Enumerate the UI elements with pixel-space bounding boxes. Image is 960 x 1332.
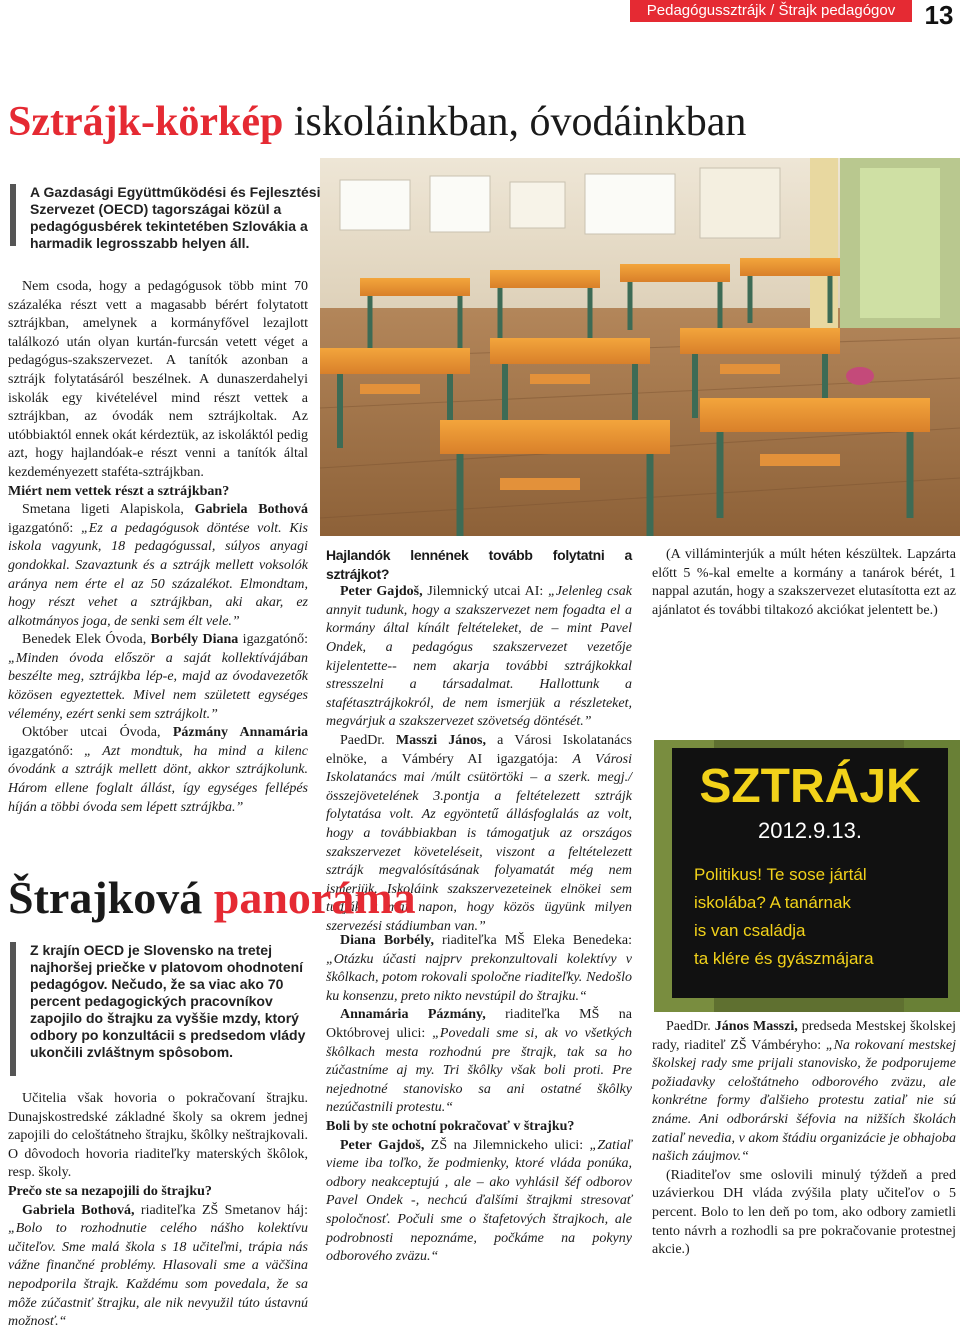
hu-question-1: Miért nem vettek részt a sztrájkban?	[8, 483, 230, 499]
sk-p4-name: Annamária Pázmány,	[340, 1007, 486, 1023]
sk-paragraph-2	[8, 1202, 308, 1332]
sk-p6-quote: „Na rokovaní mestskej školskej rady sme prijali stanovisko, že podporujeme požiadavky celoštátneho odborového zväzu, ale konkrétne formy ďalšieho protestu zatiaľ nie sú známe. Ani odborárski šéfovia na nižších školách zatiaľ nevedia, v akom štádiu organizácie je obhajoba našich záujmov.“	[652, 1037, 956, 1165]
sk-lead: Z krajín OECD je Slovensko na tretej najhoršej priečke v platovom ohodnotení pedagógov. Nečudo, že sa viac ako 70 percent pedagogických pracovníkov zapojilo do štrajku za vyššie mzdy, ktorý odbory po konzultácii s predsedom vlády ukončili zvláštnym spôsobom.	[10, 942, 326, 1076]
sk-paragraph-3	[326, 932, 632, 1006]
hu-p4-quote: „ Azt mondtuk, ha mind a kilenc óvodánk a sztrájk mellett dönt, akkor sztrájkolunk. Három ellene foglalt állást, így egységes fellépés híján a többi óvoda sem lépett sztrájkba.”	[8, 743, 308, 815]
page-header	[0, 0, 960, 30]
page-number: 13	[924, 0, 954, 30]
hu-p6-name: Masszi János,	[395, 732, 487, 748]
sk-headline	[8, 868, 628, 928]
hu-p3-quote: „Minden óvoda először a saját kollektívájában beszélte meg, sztrájkba lép-e, majd az óvodavezetők közösen egyeztettek. Mivel nem született egységes vélemény, ezért senki sem sztrájkolt.”	[8, 650, 308, 722]
hu-p6-title: PaedDr.	[340, 732, 396, 748]
hu-paragraph-4	[8, 724, 308, 817]
hu-column-3	[652, 546, 956, 716]
hu-column-1	[8, 278, 308, 817]
sign-line-3: is van családja	[694, 921, 806, 940]
hu-p2-role: igazgatónő:	[8, 520, 81, 536]
hu-paragraph-2	[8, 501, 308, 631]
hu-p4-role: igazgatónő:	[8, 743, 85, 759]
sk-p2-quote: „Bolo to rozhodnutie celého nášho kolektívu učiteľov. Sme malá škola s 18 učiteľmi, trápia nás vážne finančné problémy. Hlasovali sme a väčšina nepodporila štrajk. Každému som povedala, že sa môže zúčastniť štrajku, ale nik nevyužil túto ústavnú možnosť.“	[8, 1221, 308, 1330]
sign-line-1: Politikus! Te sose jártál	[694, 865, 867, 884]
hu-headline-black: iskoláinkban, óvodáinkban	[293, 99, 747, 145]
sk-question-1: Prečo ste sa nezapojili do štrajku?	[8, 1183, 212, 1199]
hu-p4-name: Pázmány Annamária	[172, 725, 308, 741]
hu-p5-quote: „Jelenleg csak annyit tudunk, hogy a szakszervezet nem fogadta el a kormány által kínált feltételeket, de – mint Pavel Ondek, a pedagógus szakszervezet vezetője kijelentette-- nem akarja további sztrájkokkal stresszelni a társadalmat. Hallottunk a stafétasztrájkokról, de nem ismerjük a részleteket, megvárjuk a szakszervezet szövetség döntését.”	[326, 584, 633, 730]
sign-line-2: iskolába? A tanárnak	[694, 893, 851, 912]
hu-p3-role: igazgatónő:	[238, 632, 308, 648]
sign-title: SZTRÁJK	[699, 760, 921, 813]
hu-lead: A Gazdasági Együttműködési és Fejlesztési Szervezet (OECD) tagországai közül a pedagógusbérek tekintetében Szlovákia a harmadik legrosszabb helyen áll.	[10, 184, 324, 246]
hu-p2-school: Smetana ligeti Alapiskola,	[22, 502, 195, 518]
strike-sign-photo	[654, 740, 960, 1012]
sk-p5-name: Peter Gajdoš,	[340, 1137, 425, 1153]
hu-paragraph-7: (A villáminterjúk a múlt héten készültek. Lapzárta előtt 5 %-kal emelte a kormány a tanárok bérét, 1 nappal azután, hogy a szakszervezet elutasította ezt az ajánlatot és további tiltakozó akciókat jelentett be.)	[652, 547, 956, 618]
sk-paragraph-5	[326, 1137, 632, 1267]
section-label: Pedagógussztrájk / Štrajk pedagógov	[630, 0, 912, 22]
sk-question-2: Boli by ste ochotní pokračovať v štrajku?	[326, 1118, 575, 1134]
hu-paragraph-3	[8, 631, 308, 724]
sk-paragraph-6	[652, 1018, 956, 1167]
hu-headline	[8, 96, 958, 148]
sign-date: 2012.9.13.	[758, 818, 862, 843]
sk-p3-name: Diana Borbély,	[340, 933, 434, 948]
sk-p3-role: riaditeľka MŠ Eleka Benedeka:	[434, 933, 632, 948]
sk-p5-role: ZŠ na Jilemnickeho ulici:	[424, 1137, 590, 1153]
sk-p4-quote: „Povedali sme si, ak vo všetkých škôlkach mesta rozhodnú pre štrajk, tak sa ho zúčastníme aj my. Tri škôlky však boli proti. Pre nejednotné stanovisko sa ani ostatné škôlky nezúčastnili protestu.“	[326, 1025, 632, 1116]
sk-column-3	[652, 1018, 956, 1300]
hu-p3-name: Borbély Diana	[150, 632, 239, 648]
hu-p6-quote: A Városi Iskolatanács mai /múlt csütörtöki – a szerk. megj./ összejövetelének 3.pontja a feltételezett sztrájk folytatása volt. Az egyöntetű állásfoglalás az volt, hogy a továbbiakban is támogatjuk az országos szakszervezet követeléseit, viszont a feltételezett sztrájk megvalósításának folyamatát még nem ismerjük. Iskoláink szakszervezeteinek elnökei sem tudják a mai napon, hogy közös ügyünk milyen szervezési stádiumban van.”	[326, 751, 632, 934]
hu-paragraph-5	[326, 583, 632, 732]
sk-p3-quote: „Otázku účasti najprv prekonzultovali kolektívy v škôlkach, potom rokovali spoločne riaditeľky. Nedošlo ku konsenzu, preto nikto nevstúpil do štrajku.“	[326, 951, 632, 1004]
hu-p5-name: Peter Gajdoš,	[340, 584, 423, 600]
hu-p6-role: a Városi Iskolatanács elnöke, a Vámbéry AI igazgatója:	[326, 732, 633, 767]
classroom-photo	[320, 158, 960, 536]
sk-headline-black: Štrajková	[8, 872, 203, 923]
sk-paragraph-1: Učitelia však hovoria o pokračovaní štrajku. Dunajskostredské základné školy sa okrem jednej zapojili do celoštátneho štrajku, škôlky neštrajkovali. O dôvodoch hovoria riaditeľky materských škôlok, resp. školy.	[8, 1091, 308, 1181]
sk-p2-name: Gabriela Bothová,	[22, 1202, 135, 1218]
sk-column-1	[8, 1090, 309, 1330]
hu-headline-red: Sztrájk-körkép	[8, 99, 284, 145]
hu-question-2: Hajlandók lennének tovább folytatni a sztrájkot?	[326, 547, 632, 582]
sk-p2-role: riaditeľka ZŠ Smetanov háj:	[134, 1202, 309, 1218]
hu-p2-name: Gabriela Bothová	[194, 502, 308, 518]
sk-paragraph-4	[326, 1006, 632, 1118]
sk-p5-quote: „Zatiaľ vieme iba toľko, že podmienky, ktoré vláda ponúka, odbory neakceptujú , ale – ako vyhlásil šéf odborov Pavel Ondek -, nechcú ďalšími štrajkmi stresovať spoločnosť. Počuli sme o štafetových štrajkoch, ale podrobnosti nepoznáme, počkáme na pokyny odborového zväzu.“	[326, 1137, 632, 1265]
sk-p6-name: János Masszi,	[714, 1019, 798, 1034]
sk-paragraph-7: (Riaditeľov sme oslovili minulý týždeň a pred uzávierkou DH vláda zvýšila platy učiteľov o 5 percent. Bolo to len deň po tom, ako odbory zamietli tento návrh a rozhodli sa pre pokračovanie protestnej akcie.)	[652, 1167, 956, 1258]
sk-p6-role: predseda Mestskej školskej rady, riaditeľ ZŠ Vámbéryho:	[652, 1019, 957, 1053]
hu-p5-role: Jilemnický utcai AI:	[422, 584, 548, 600]
hu-p4-school: Október utcai Óvoda,	[22, 725, 173, 741]
hu-p2-quote: „Ez a pedagógusok döntése volt. Kis iskola vagyunk, 18 pedagógussal, súlyos anyagi gondokkal. Szavaztunk és a sztrájk mellett voksolók aránya nem érte el az 50 százalékot. Elmondtam, hogy részt vehet a sztrájkban, aki akar, ez alkotmányos joga, de senki sem élt vele.”	[8, 520, 308, 629]
hu-p3-school: Benedek Elek Óvoda,	[22, 632, 151, 648]
sk-p6-title: PaedDr.	[666, 1019, 715, 1034]
sk-p4-role: riaditeľka MŠ na Októbrovej ulici:	[326, 1007, 632, 1041]
sk-column-2	[326, 932, 632, 1300]
sign-line-4: ta klére és gyászmájara	[694, 949, 874, 968]
sk-headline-red: panoráma	[213, 872, 416, 923]
hu-paragraph-1: Nem csoda, hogy a pedagógusok több mint 70 százaléka részt vett a magasabb bérért folytatott sztrájkban, amelynek a kormányfővel lezajlott találkozó után olyan kurtán-furcsán vetett véget a pedagógus-szakszervezet. A tanítók azonban a sztrájk folytatásáról beszélnek. A dunaszerdahelyi iskolák egy kivételével mind részt vettek a sztrájkban, az óvodák nem sztrájkoltak. Az utóbbiaktól ennek okát kérdeztük, az iskoláktól pedig azt, hogy hajlandóak-e részt venni a tanítók által kezdeményezett staféta-sztrájkban.	[8, 279, 308, 480]
